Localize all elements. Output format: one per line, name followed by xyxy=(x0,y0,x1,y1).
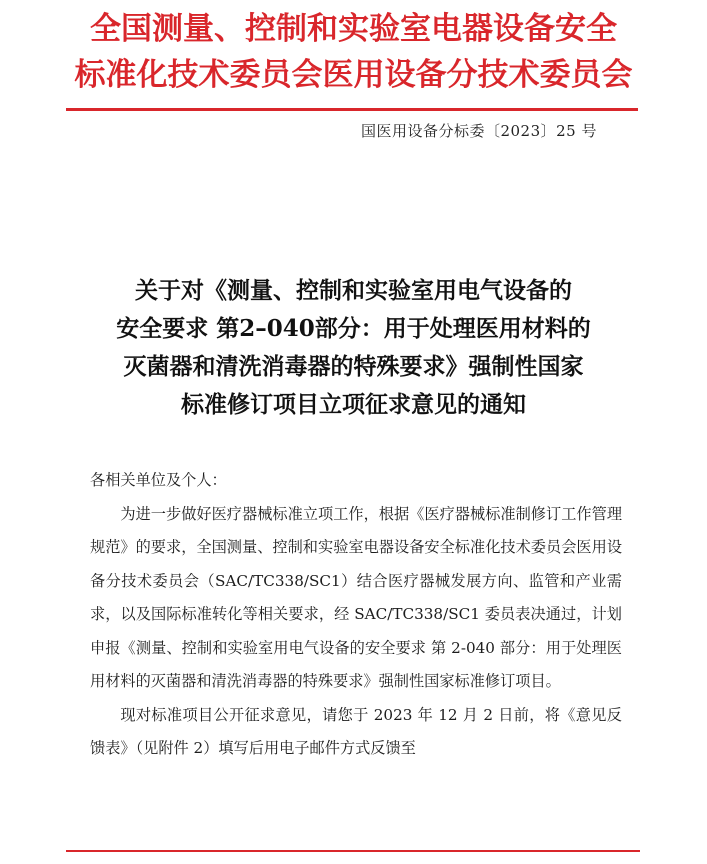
document-number: 国医用设备分标委〔2023〕25 号 xyxy=(360,122,597,140)
title-line-1: 关于对《测量、控制和实验室用电气设备的 xyxy=(135,277,572,304)
notice-title xyxy=(0,272,707,424)
issuing-organization xyxy=(0,6,707,98)
salutation: 各相关单位及个人： xyxy=(90,471,227,489)
title-line-4: 标准修订项目立项征求意见的通知 xyxy=(181,391,526,418)
body-paragraph-2: 现对标准项目公开征求意见，请您于 2023 年 12 月 2 日前，将《意见反馈表》（见附件 2）填写后用电子邮件方式反馈至 xyxy=(90,705,622,757)
body-paragraph-1: 为进一步做好医疗器械标准立项工作，根据《医疗器械标准制修订工作管理规范》的要求，全国测量、控制和实验室电器设备安全标准化技术委员会医用设备分技术委员会（SAC/TC338/SC1）结合医疗器械发展方向、监管和产业需求，以及国际标准转化等相关要求，经 SAC/TC338/SC1 委员表决通过，计划申报《测量、控制和实验室用电气设备的安全要求 第 2-040 部分：用于处理医用材料的灭菌器和清洗消毒器的特殊要求》强制性国家标准修订项目。 xyxy=(90,504,622,690)
header-red-rule xyxy=(66,108,638,111)
title-line-3: 灭菌器和清洗消毒器的特殊要求》强制性国家 xyxy=(123,353,584,380)
title-line-2: 安全要求 第2–040部分：用于处理医用材料的 xyxy=(116,315,591,342)
org-name-line-1: 全国测量、控制和实验室电器设备安全 xyxy=(90,11,617,47)
footer-red-rule xyxy=(66,850,640,852)
org-name-line-2: 标准化技术委员会医用设备分技术委员会 xyxy=(74,57,633,93)
notice-body xyxy=(90,464,622,766)
